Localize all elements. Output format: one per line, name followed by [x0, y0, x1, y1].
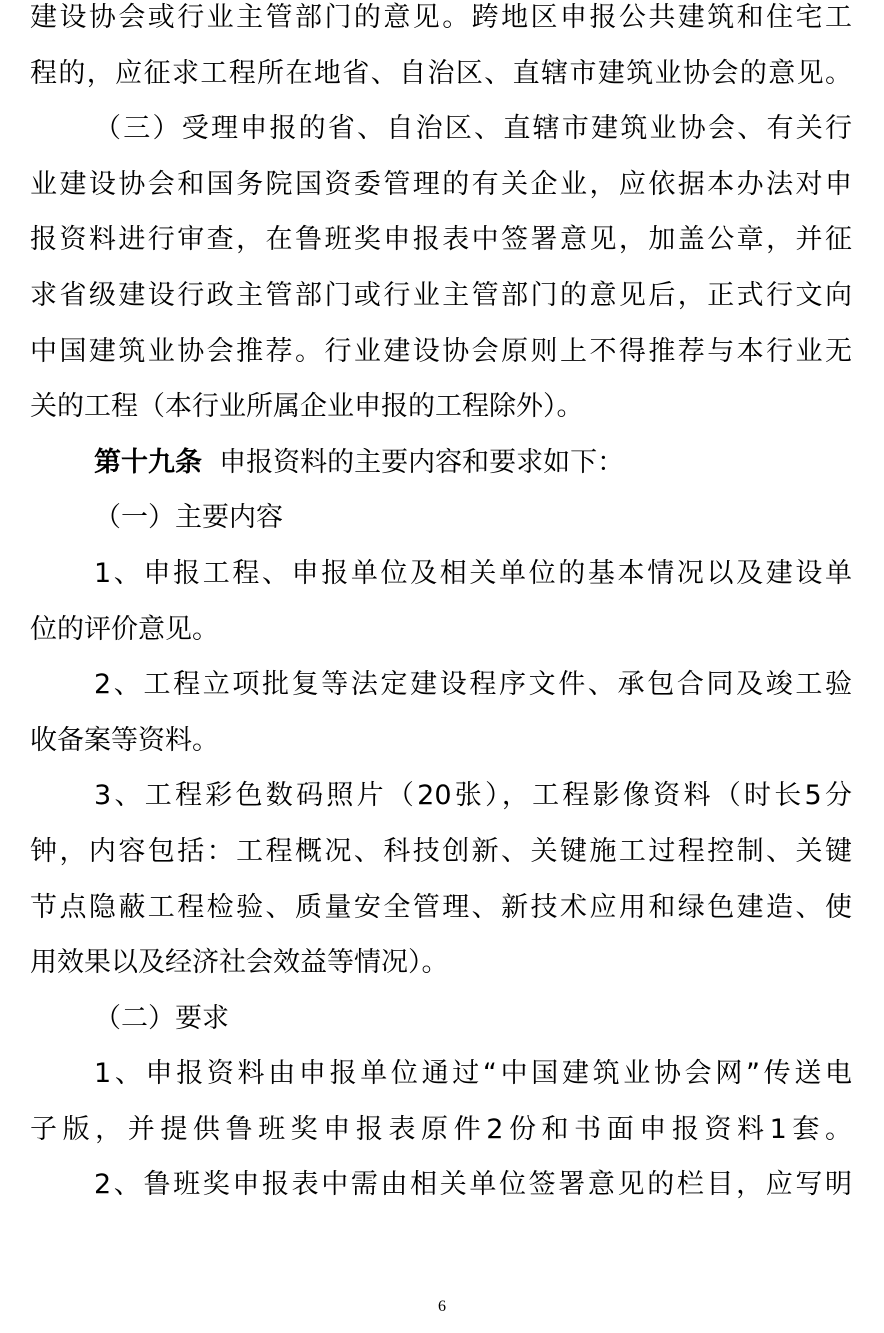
- section-heading: （一）主要内容: [94, 502, 283, 534]
- text-line: 节点隐蔽工程检验、质量安全管理、新技术应用和绿色建造、使: [30, 891, 852, 923]
- text-line: 3、工程彩色数码照片（20张），工程影像资料（时长5分: [94, 780, 852, 812]
- article-text: 申报资料的主要内容和要求如下：: [219, 446, 625, 478]
- text-line: 求省级建设行政主管部门或行业主管部门的意见后，正式行文向: [30, 279, 852, 311]
- text-line: 业建设协会和国务院国资委管理的有关企业，应依据本办法对申: [30, 168, 852, 200]
- article-line: [30, 435, 852, 491]
- text-line: 1、申报工程、申报单位及相关单位的基本情况以及建设单: [94, 557, 852, 589]
- text-line: 子版，并提供鲁班奖申报表原件2份和书面申报资料1套。: [30, 1113, 852, 1145]
- text-line: （三）受理申报的省、自治区、直辖市建筑业协会、有关行: [94, 113, 852, 145]
- text-line: 程的，应征求工程所在地省、自治区、直辖市建筑业协会的意见。: [30, 57, 852, 89]
- text-line: 1、申报资料由申报单位通过“中国建筑业协会网”传送电: [94, 1058, 852, 1090]
- text-line: 2、鲁班奖申报表中需由相关单位签署意见的栏目，应写明: [94, 1169, 852, 1201]
- text-line: 钟，内容包括：工程概况、科技创新、关键施工过程控制、关键: [30, 835, 852, 867]
- text-line: 用效果以及经济社会效益等情况）。: [30, 947, 449, 979]
- text-line: 报资料进行审查，在鲁班奖申报表中签署意见，加盖公章，并征: [30, 224, 852, 256]
- text-line: 关的工程（本行业所属企业申报的工程除外）。: [30, 391, 584, 423]
- text-line: 位的评价意见。: [30, 613, 219, 645]
- text-line: 2、工程立项批复等法定建设程序文件、承包合同及竣工验: [94, 669, 852, 701]
- article-heading: 第十九条: [94, 446, 202, 478]
- text-line: 中国建筑业协会推荐。行业建设协会原则上不得推荐与本行业无: [30, 335, 852, 367]
- section-heading: （二）要求: [94, 1002, 229, 1034]
- text-line: 收备案等资料。: [30, 724, 219, 756]
- text-line: 建设协会或行业主管部门的意见。跨地区申报公共建筑和住宅工: [30, 2, 852, 33]
- document-body: [30, 0, 852, 1213]
- page-number: 6: [438, 1298, 446, 1315]
